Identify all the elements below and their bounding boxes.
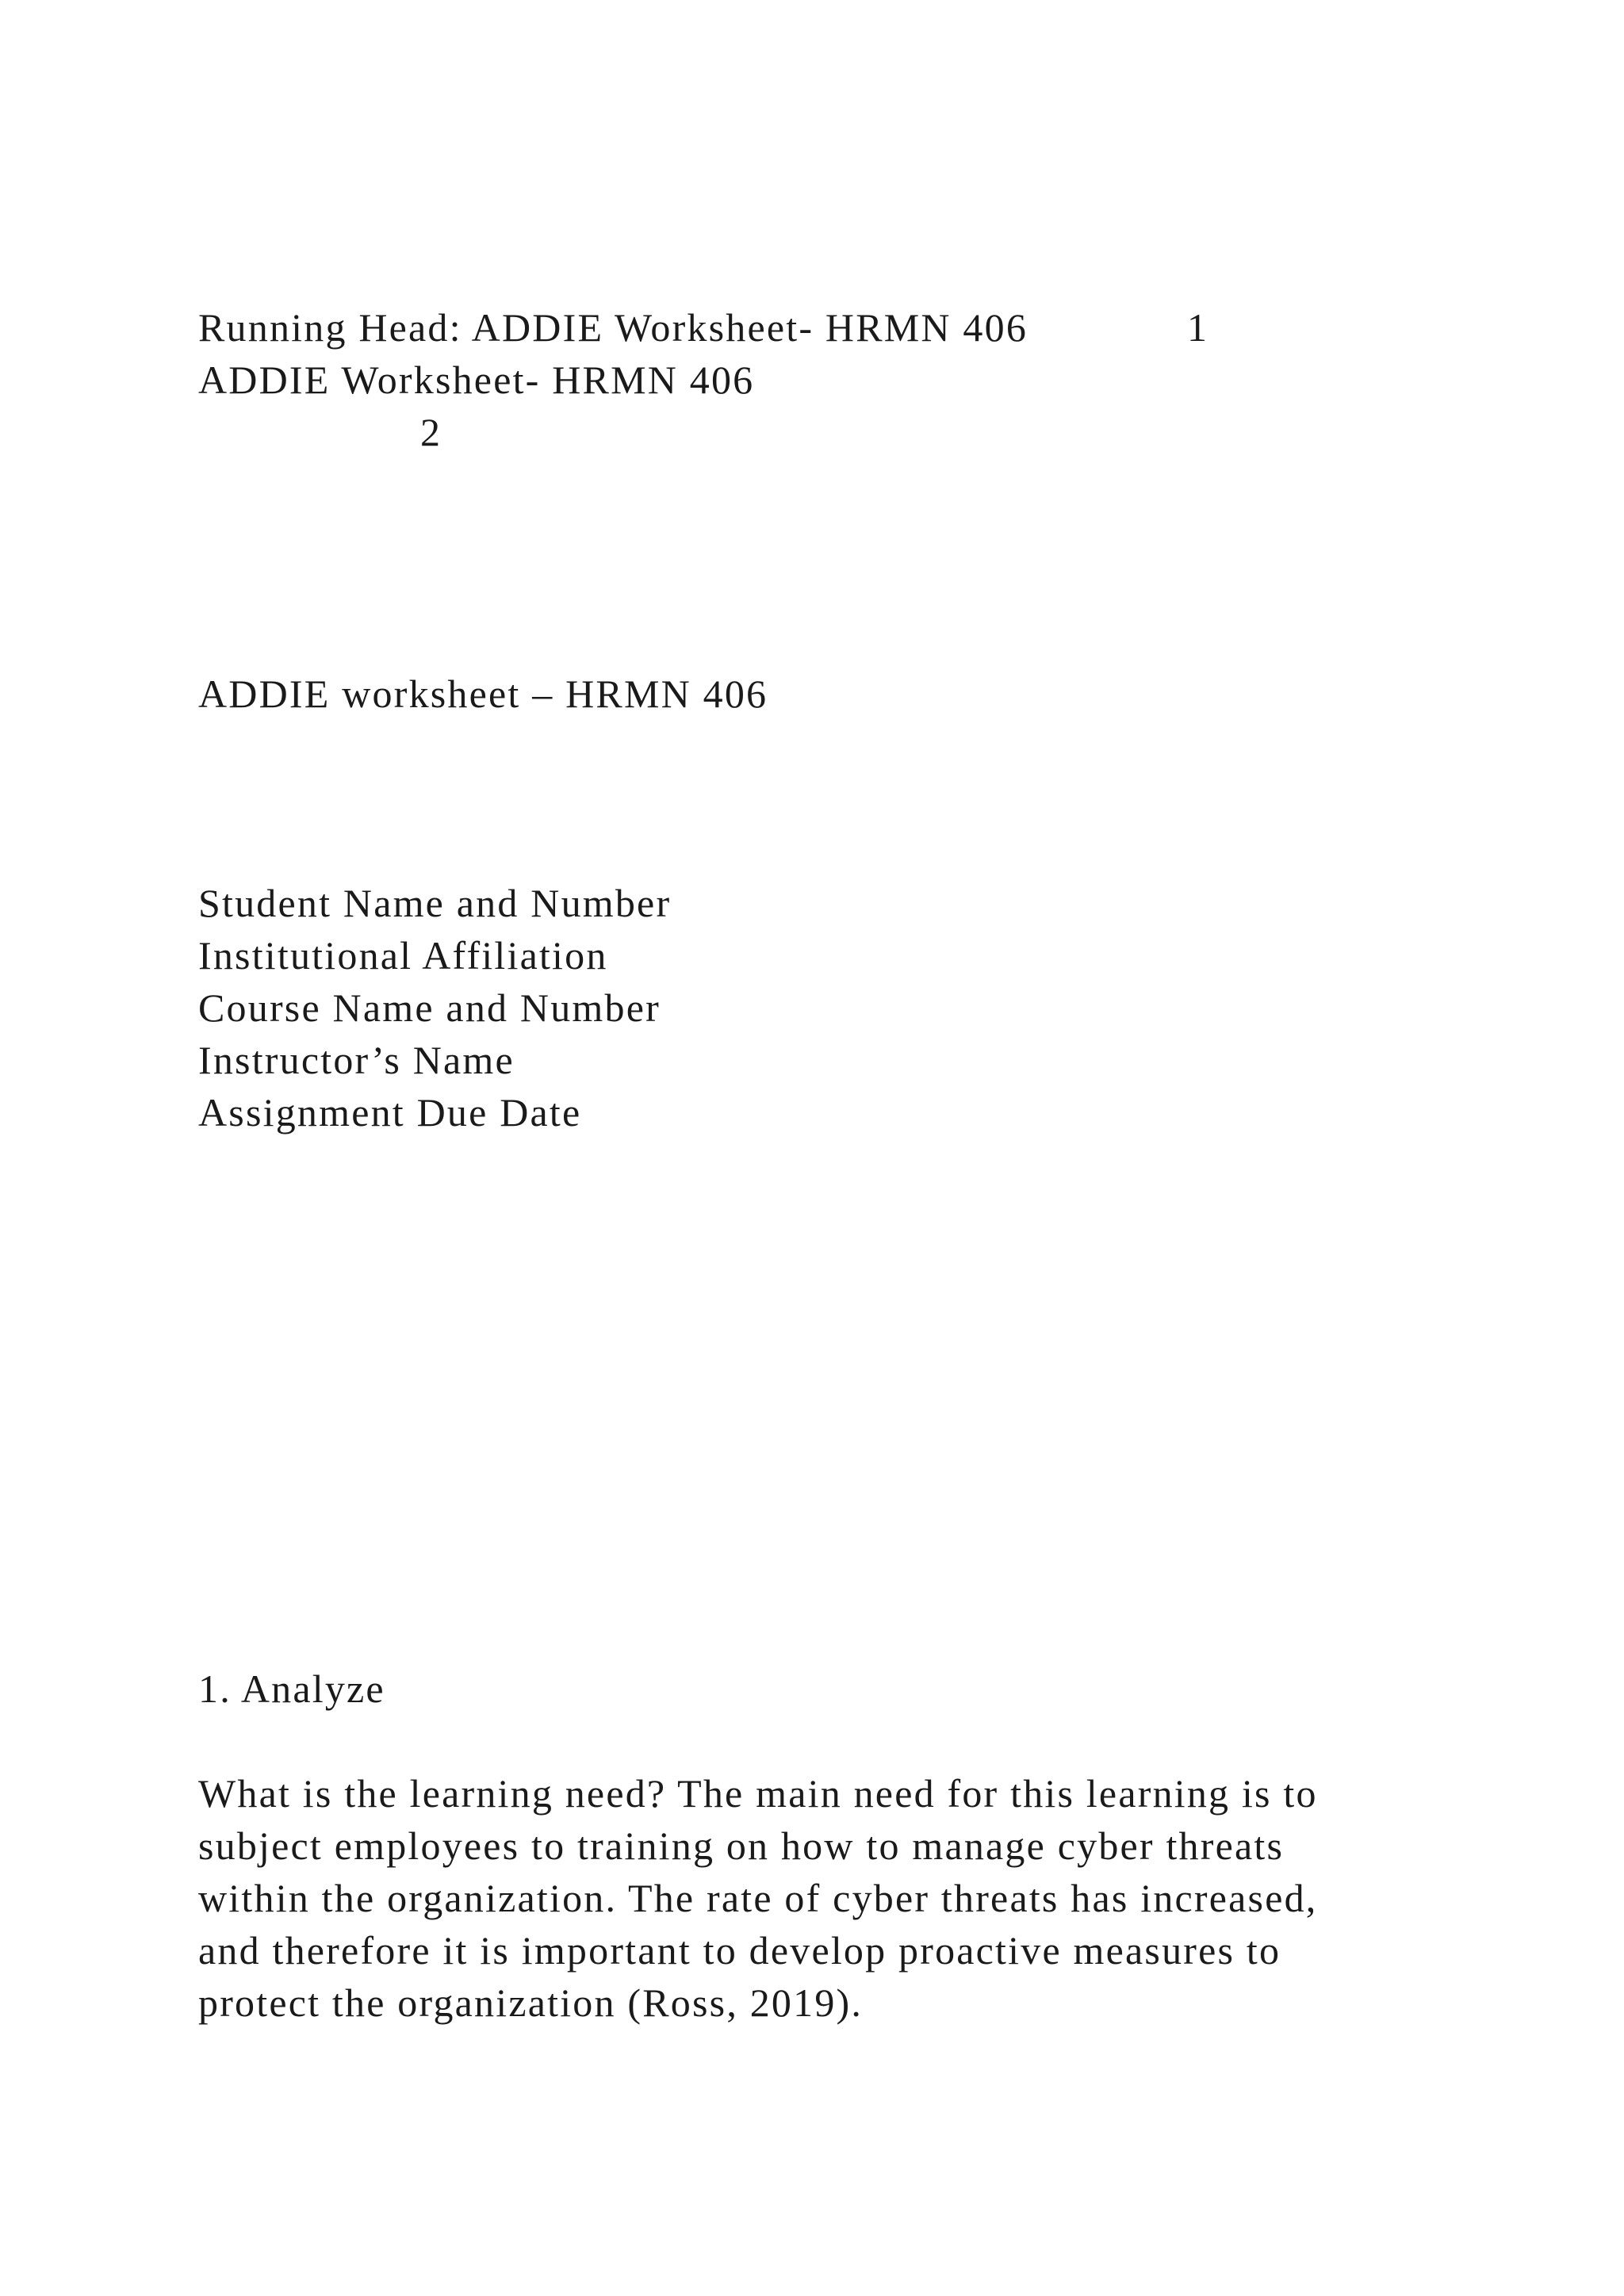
paragraph-line: protect the organization (Ross, 2019). [198, 1980, 864, 2025]
instructor-name: Instructor’s Name [198, 1038, 515, 1082]
document-title: ADDIE worksheet – HRMN 406 [198, 672, 768, 716]
short-title-header: ADDIE Worksheet- HRMN 406 [198, 358, 755, 402]
paragraph-line: and therefore it is important to develop proactive measures to [198, 1928, 1281, 1973]
due-date: Assignment Due Date [198, 1090, 582, 1135]
running-head: Running Head: ADDIE Worksheet- HRMN 406 [198, 305, 1028, 350]
course-name: Course Name and Number [198, 985, 661, 1030]
paragraph-line: What is the learning need? The main need for this learning is to [198, 1771, 1318, 1816]
page-number: 1 [1187, 305, 1207, 350]
institutional-affiliation: Institutional Affiliation [198, 933, 608, 978]
page-number: 2 [420, 410, 440, 454]
section-heading: 1. Analyze [198, 1667, 385, 1711]
paragraph-line: within the organization. The rate of cyber threats has increased, [198, 1876, 1318, 1920]
paragraph-line: subject employees to training on how to manage cyber threats [198, 1823, 1285, 1868]
student-name: Student Name and Number [198, 881, 672, 925]
